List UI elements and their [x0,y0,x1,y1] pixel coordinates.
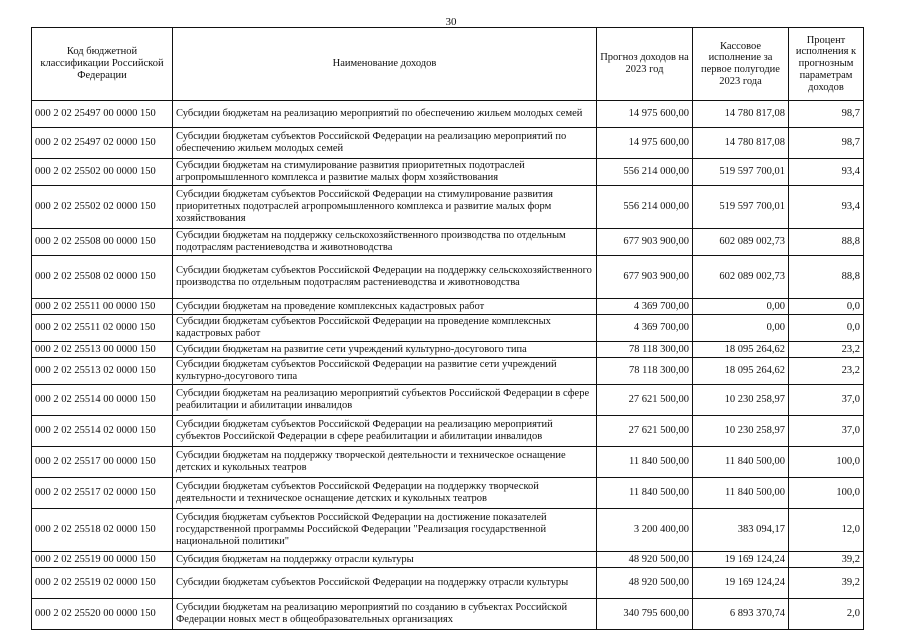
row-percent: 0,0 [789,315,864,342]
table-row [32,299,864,315]
row-name: Субсидии бюджетам на реализацию мероприятий субъектов Российской Федерации в сфере реабилитации и абилитации инвалидов [173,385,597,416]
row-name: Субсидии бюджетам на развитие сети учреждений культурно-досугового типа [173,342,597,358]
row-code: 000 2 02 25517 02 0000 150 [32,478,173,509]
row-code: 000 2 02 25514 02 0000 150 [32,416,173,447]
row-cash: 19 169 124,24 [693,568,789,599]
row-name: Субсидии бюджетам субъектов Российской Федерации на поддержку творческой деятельности и техническое оснащение детских и кукольных театров [173,478,597,509]
row-percent: 39,2 [789,552,864,568]
header-code: Код бюджетной классификации Российской Федерации [32,28,173,101]
row-name: Субсидии бюджетам субъектов Российской Федерации на развитие сети учреждений культурно-досугового типа [173,358,597,385]
row-code: 000 2 02 25502 00 0000 150 [32,159,173,186]
row-code: 000 2 02 25518 02 0000 150 [32,509,173,552]
row-cash: 0,00 [693,315,789,342]
table-row [32,229,864,256]
row-code: 000 2 02 25511 00 0000 150 [32,299,173,315]
table-header-row [32,28,864,101]
row-code: 000 2 02 25497 02 0000 150 [32,128,173,159]
row-code: 000 2 02 25519 02 0000 150 [32,568,173,599]
row-code: 000 2 02 25519 00 0000 150 [32,552,173,568]
table-row [32,599,864,630]
row-forecast: 27 621 500,00 [597,385,693,416]
row-cash: 519 597 700,01 [693,186,789,229]
row-percent: 93,4 [789,159,864,186]
row-percent: 88,8 [789,256,864,299]
row-name: Субсидии бюджетам субъектов Российской Федерации на поддержку отрасли культуры [173,568,597,599]
row-cash: 383 094,17 [693,509,789,552]
row-percent: 88,8 [789,229,864,256]
table-row [32,568,864,599]
row-cash: 602 089 002,73 [693,256,789,299]
row-cash: 14 780 817,08 [693,101,789,128]
budget-income-table [31,27,864,630]
row-percent: 98,7 [789,101,864,128]
row-code: 000 2 02 25511 02 0000 150 [32,315,173,342]
row-forecast: 48 920 500,00 [597,552,693,568]
table-row [32,478,864,509]
header-cash: Кассовое исполнение за первое полугодие 2023 года [693,28,789,101]
row-cash: 10 230 258,97 [693,385,789,416]
table-row [32,385,864,416]
row-code: 000 2 02 25520 00 0000 150 [32,599,173,630]
row-forecast: 556 214 000,00 [597,186,693,229]
table-row [32,509,864,552]
row-cash: 6 893 370,74 [693,599,789,630]
table-row [32,416,864,447]
table-row [32,101,864,128]
row-cash: 18 095 264,62 [693,342,789,358]
row-code: 000 2 02 25513 02 0000 150 [32,358,173,385]
table-row [32,128,864,159]
row-forecast: 14 975 600,00 [597,128,693,159]
row-percent: 100,0 [789,447,864,478]
row-forecast: 27 621 500,00 [597,416,693,447]
row-name: Субсидии бюджетам субъектов Российской Федерации на поддержку сельскохозяйственного производства по отдельным подотраслям растениеводства и животноводства [173,256,597,299]
row-percent: 93,4 [789,186,864,229]
row-percent: 37,0 [789,385,864,416]
page-number: 30 [445,16,457,28]
row-forecast: 14 975 600,00 [597,101,693,128]
row-name: Субсидии бюджетам субъектов Российской Федерации на проведение комплексных кадастровых работ [173,315,597,342]
row-forecast: 78 118 300,00 [597,358,693,385]
table-row [32,358,864,385]
row-percent: 0,0 [789,299,864,315]
row-forecast: 556 214 000,00 [597,159,693,186]
row-name: Субсидии бюджетам на поддержку творческой деятельности и техническое оснащение детских и кукольных театров [173,447,597,478]
row-name: Субсидии бюджетам субъектов Российской Федерации на реализацию мероприятий субъектов Российской Федерации в сфере реабилитации и абилитации инвалидов [173,416,597,447]
row-name: Субсидии бюджетам на реализацию мероприятий по созданию в субъектах Российской Федерации новых мест в общеобразовательных организациях [173,599,597,630]
table-row [32,447,864,478]
row-percent: 23,2 [789,342,864,358]
row-forecast: 11 840 500,00 [597,447,693,478]
table-row [32,552,864,568]
row-forecast: 677 903 900,00 [597,256,693,299]
row-code: 000 2 02 25508 00 0000 150 [32,229,173,256]
row-cash: 10 230 258,97 [693,416,789,447]
row-percent: 98,7 [789,128,864,159]
row-cash: 18 095 264,62 [693,358,789,385]
row-code: 000 2 02 25508 02 0000 150 [32,256,173,299]
header-percent: Процент исполнения к прогнозным параметрам доходов [789,28,864,101]
header-name: Наименование доходов [173,28,597,101]
row-cash: 0,00 [693,299,789,315]
row-cash: 602 089 002,73 [693,229,789,256]
row-percent: 2,0 [789,599,864,630]
row-code: 000 2 02 25517 00 0000 150 [32,447,173,478]
row-percent: 23,2 [789,358,864,385]
row-percent: 12,0 [789,509,864,552]
table-row [32,256,864,299]
row-forecast: 48 920 500,00 [597,568,693,599]
row-forecast: 4 369 700,00 [597,315,693,342]
row-cash: 19 169 124,24 [693,552,789,568]
row-forecast: 78 118 300,00 [597,342,693,358]
table-row [32,342,864,358]
row-name: Субсидия бюджетам субъектов Российской Федерации на достижение показателей государственной программы Российской Федерации "Реализация государственной национальной политики" [173,509,597,552]
row-percent: 100,0 [789,478,864,509]
row-name: Субсидия бюджетам на поддержку отрасли культуры [173,552,597,568]
row-name: Субсидии бюджетам на стимулирование развития приоритетных подотраслей агропромышленного комплекса и развитие малых форм хозяйствования [173,159,597,186]
row-percent: 37,0 [789,416,864,447]
row-cash: 14 780 817,08 [693,128,789,159]
row-code: 000 2 02 25514 00 0000 150 [32,385,173,416]
row-forecast: 677 903 900,00 [597,229,693,256]
row-name: Субсидии бюджетам на реализацию мероприятий по обеспечению жильем молодых семей [173,101,597,128]
row-forecast: 340 795 600,00 [597,599,693,630]
table-row [32,159,864,186]
row-cash: 519 597 700,01 [693,159,789,186]
table-row [32,315,864,342]
row-name: Субсидии бюджетам на проведение комплексных кадастровых работ [173,299,597,315]
row-forecast: 3 200 400,00 [597,509,693,552]
row-code: 000 2 02 25497 00 0000 150 [32,101,173,128]
row-cash: 11 840 500,00 [693,478,789,509]
row-code: 000 2 02 25502 02 0000 150 [32,186,173,229]
row-name: Субсидии бюджетам субъектов Российской Федерации на реализацию мероприятий по обеспечению жильем молодых семей [173,128,597,159]
header-forecast: Прогноз доходов на 2023 год [597,28,693,101]
row-name: Субсидии бюджетам субъектов Российской Федерации на стимулирование развития приоритетных подотраслей агропромышленного комплекса и развитие малых форм хозяйствования [173,186,597,229]
row-name: Субсидии бюджетам на поддержку сельскохозяйственного производства по отдельным подотраслям растениеводства и животноводства [173,229,597,256]
table-row [32,186,864,229]
row-cash: 11 840 500,00 [693,447,789,478]
row-forecast: 4 369 700,00 [597,299,693,315]
row-percent: 39,2 [789,568,864,599]
row-code: 000 2 02 25513 00 0000 150 [32,342,173,358]
row-forecast: 11 840 500,00 [597,478,693,509]
